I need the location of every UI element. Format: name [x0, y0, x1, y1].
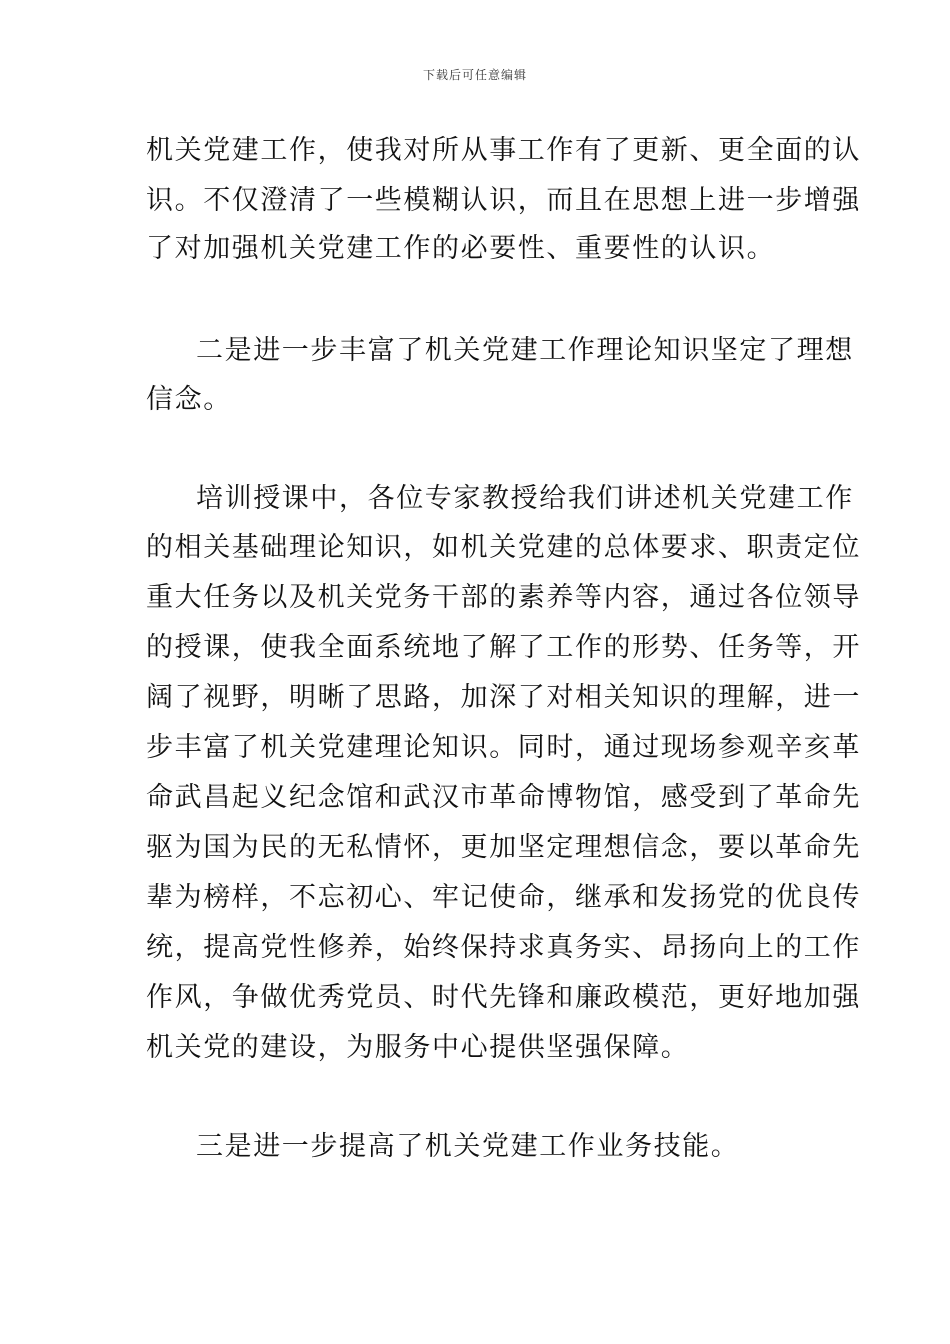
paragraph-2-line-1: 二是进一步丰富了机关党建工作理论知识坚定了理想: [196, 335, 854, 366]
paragraph-1-line-1: 机关党建工作，使我对所从事工作有了更新、更全面的认: [146, 135, 861, 166]
paragraph-4-line-1: 三是进一步提高了机关党建工作业务技能。: [196, 1131, 740, 1162]
paragraph-3-line-9: 辈为榜样，不忘初心、牢记使命，继承和发扬党的优良传: [146, 882, 861, 913]
paragraph-3-line-2: 的相关基础理论知识，如机关党建的总体要求、职责定位: [146, 532, 861, 563]
paragraph-1-line-3: 了对加强机关党建工作的必要性、重要性的认识。: [146, 233, 776, 264]
paragraph-3-line-4: 的授课，使我全面系统地了解了工作的形势、任务等，开: [146, 632, 861, 663]
paragraph-3-line-10: 统，提高党性修养，始终保持求真务实、昂扬向上的工作: [146, 932, 861, 963]
paragraph-3-line-8: 驱为国为民的无私情怀，更加坚定理想信念，要以革命先: [146, 832, 861, 863]
paragraph-3-line-7: 命武昌起义纪念馆和武汉市革命博物馆，感受到了革命先: [146, 782, 861, 813]
paragraph-3-line-5: 阔了视野，明晰了思路，加深了对相关知识的理解，进一: [146, 682, 861, 713]
paragraph-3-line-11: 作风，争做优秀党员、时代先锋和廉政模范，更好地加强: [146, 982, 861, 1013]
paragraph-3-line-6: 步丰富了机关党建理论知识。同时，通过现场参观辛亥革: [146, 732, 861, 763]
paragraph-3-line-12: 机关党的建设，为服务中心提供坚强保障。: [146, 1032, 690, 1063]
paragraph-1-line-2: 识。不仅澄清了一些模糊认识，而且在思想上进一步增强: [146, 185, 861, 216]
paragraph-3-line-3: 重大任务以及机关党务干部的素养等内容，通过各位领导: [146, 582, 861, 613]
paragraph-2-line-2: 信念。: [146, 384, 232, 415]
paragraph-3-line-1: 培训授课中，各位专家教授给我们讲述机关党建工作: [196, 483, 854, 514]
page-header-note: 下载后可任意编辑: [422, 68, 527, 82]
